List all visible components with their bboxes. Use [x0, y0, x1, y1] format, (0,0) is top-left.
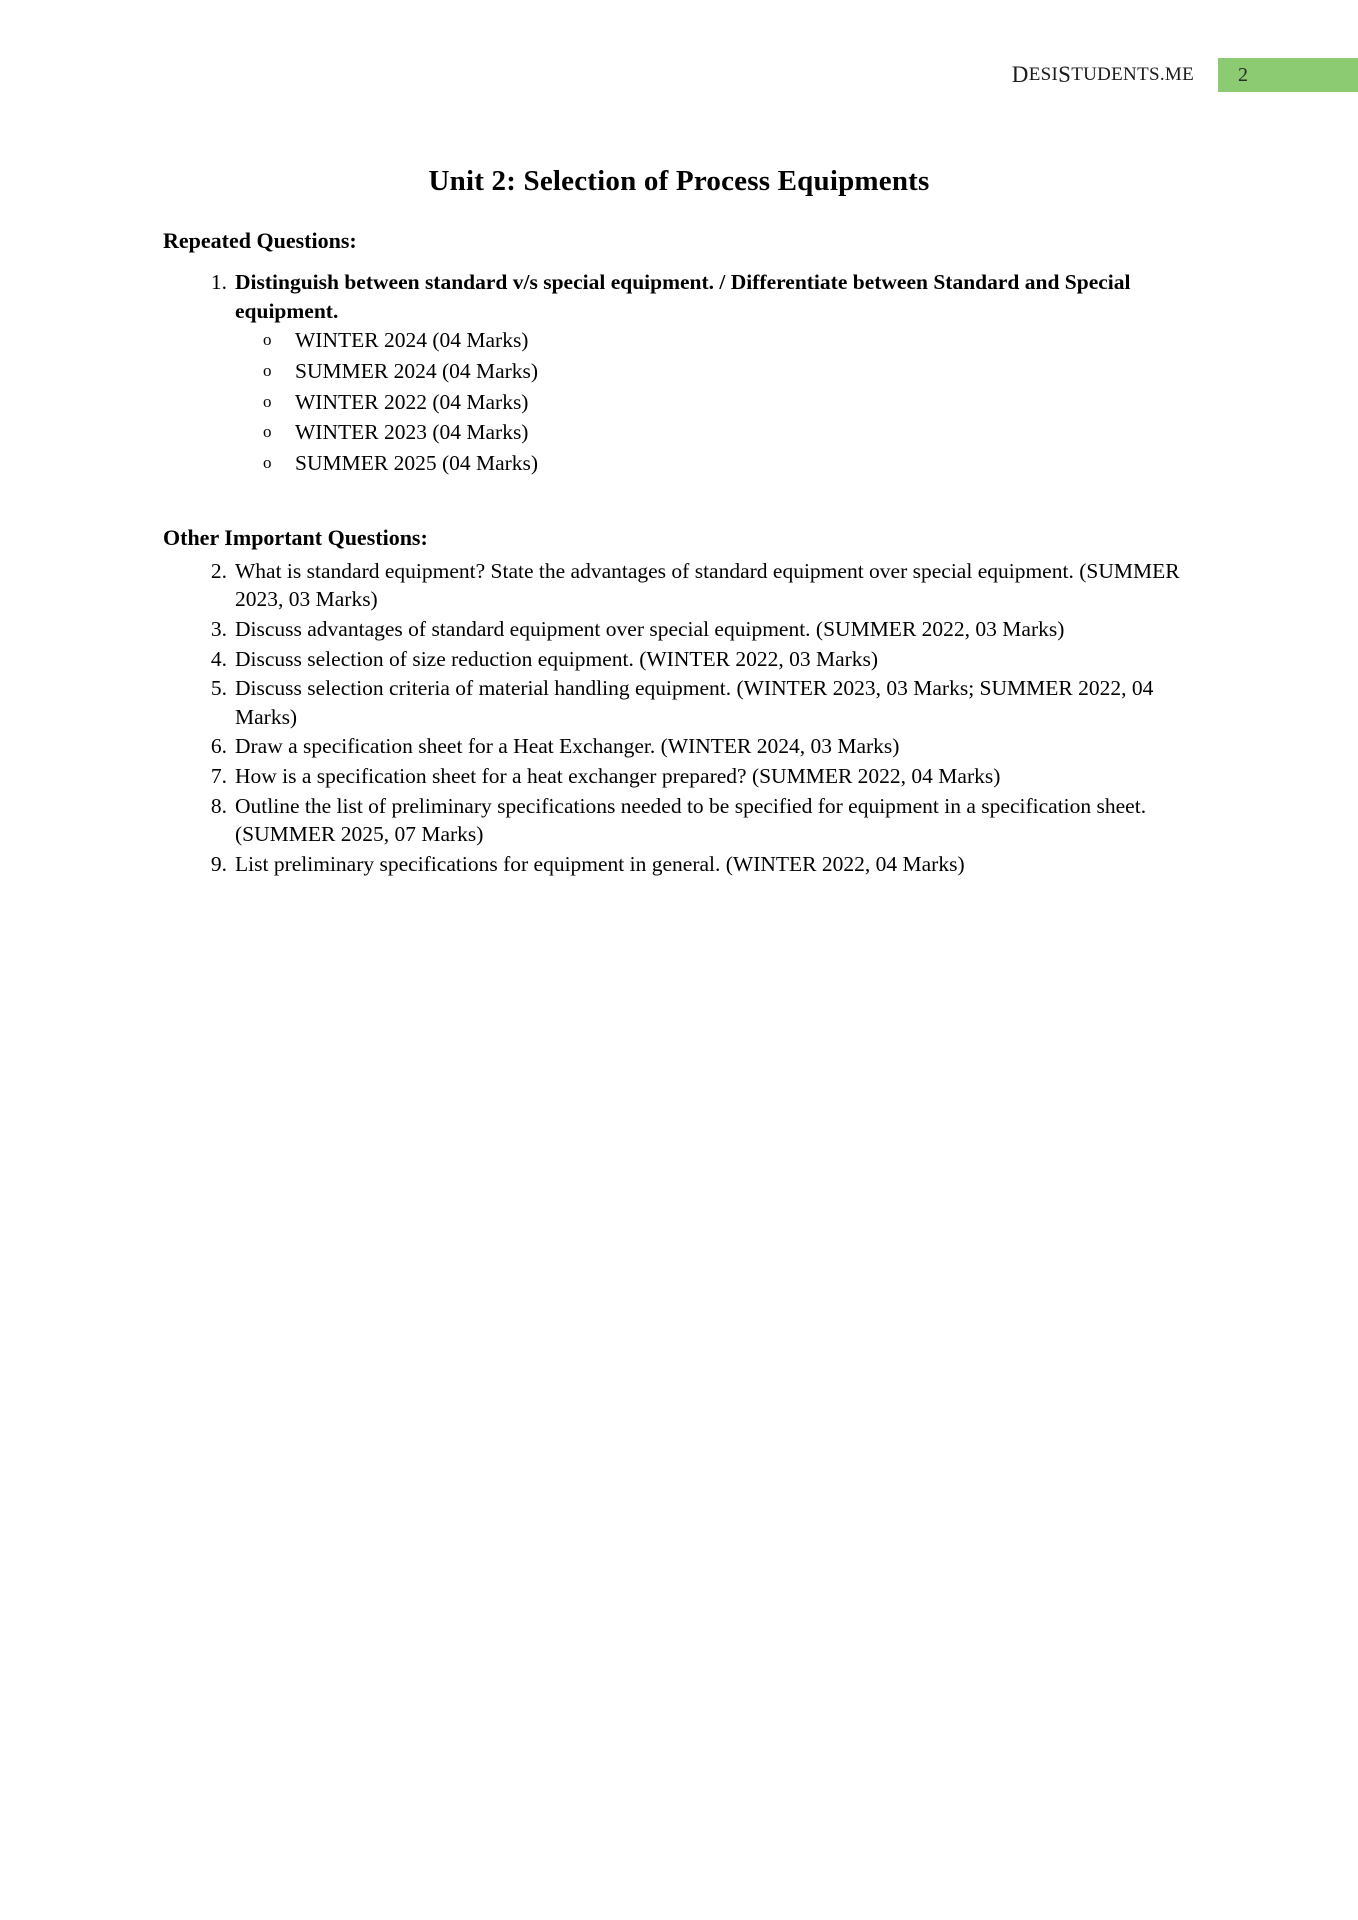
circle-bullet-icon: o: [263, 391, 272, 411]
question-text: Discuss selection of size reduction equipment. (WINTER 2022, 03 Marks): [235, 646, 879, 671]
brand-text-tudents: TUDENTS: [1071, 64, 1160, 85]
list-item: [163, 732, 1183, 761]
list-item: [163, 850, 1183, 879]
page-number: 2: [1238, 63, 1248, 86]
circle-bullet-icon: o: [263, 453, 272, 473]
other-questions-heading: Other Important Questions:: [163, 524, 428, 550]
question-text: What is standard equipment? State the advantages of standard equipment over special equipment. (SUMMER 2023, 03 Marks): [235, 558, 1180, 612]
list-item: [235, 448, 1183, 479]
list-item: [235, 356, 1183, 387]
exam-occurrence-list: [235, 325, 1183, 479]
question-text: Draw a specification sheet for a Heat Exchanger. (WINTER 2024, 03 Marks): [235, 734, 900, 759]
list-item-number: 4.: [210, 646, 227, 671]
document-body: [163, 228, 1183, 879]
brand-text-me: .ME: [1159, 64, 1194, 85]
occurrence-label: WINTER 2022 (04 Marks): [295, 389, 529, 414]
circle-bullet-icon: o: [263, 360, 272, 380]
page-title: Unit 2: Selection of Process Equipments: [428, 165, 930, 197]
list-item-number: 8.: [210, 793, 227, 818]
list-item-number: 3.: [210, 617, 227, 642]
question-text: List preliminary specifications for equipment in general. (WINTER 2022, 04 Marks): [235, 851, 965, 876]
page-header: [1012, 58, 1358, 92]
question-text: Outline the list of preliminary specifications needed to be specified for equipment in a specification sheet. (SUMMER 2025, 07 Marks): [235, 793, 1147, 847]
brand-text-d: D: [1011, 62, 1029, 87]
question-text: How is a specification sheet for a heat exchanger prepared? (SUMMER 2022, 04 Marks): [235, 764, 1001, 789]
other-questions-list: [163, 557, 1183, 879]
brand-text-esi: ESI: [1028, 64, 1059, 85]
list-item: [163, 645, 1183, 674]
list-item-number: 6.: [210, 734, 227, 759]
list-item: [163, 674, 1183, 731]
list-item: [235, 325, 1183, 356]
occurrence-label: SUMMER 2025 (04 Marks): [295, 451, 539, 476]
list-item: [235, 417, 1183, 448]
list-item-number: 2.: [210, 558, 227, 583]
list-item: [163, 792, 1183, 849]
brand-text-s: S: [1058, 62, 1072, 87]
list-item: [235, 387, 1183, 418]
circle-bullet-icon: o: [263, 422, 272, 442]
list-item: [163, 557, 1183, 614]
repeated-questions-list: [163, 268, 1183, 479]
list-item-number: 5.: [210, 676, 227, 701]
repeated-questions-heading: Repeated Questions:: [163, 228, 357, 253]
list-item: [163, 762, 1183, 791]
question-text: Discuss advantages of standard equipment over special equipment. (SUMMER 2022, 03 Marks): [235, 617, 1065, 642]
occurrence-label: SUMMER 2024 (04 Marks): [295, 358, 539, 383]
page-number-badge: [1218, 58, 1358, 92]
occurrence-label: WINTER 2023 (04 Marks): [295, 420, 529, 445]
question-text: Distinguish between standard v/s special equipment. / Differentiate between Standard and Special equipment.: [235, 270, 1131, 323]
list-item: [163, 268, 1183, 479]
circle-bullet-icon: o: [263, 330, 272, 350]
list-item-number: 9.: [210, 851, 227, 876]
list-item-number: 1.: [210, 270, 227, 294]
question-text: Discuss selection criteria of material handling equipment. (WINTER 2023, 03 Marks; SUMMER 2022, 04 Marks): [235, 676, 1154, 729]
list-item: [163, 615, 1183, 644]
site-brand: [1012, 58, 1218, 92]
list-item-number: 7.: [210, 764, 227, 789]
occurrence-label: WINTER 2024 (04 Marks): [295, 328, 529, 353]
